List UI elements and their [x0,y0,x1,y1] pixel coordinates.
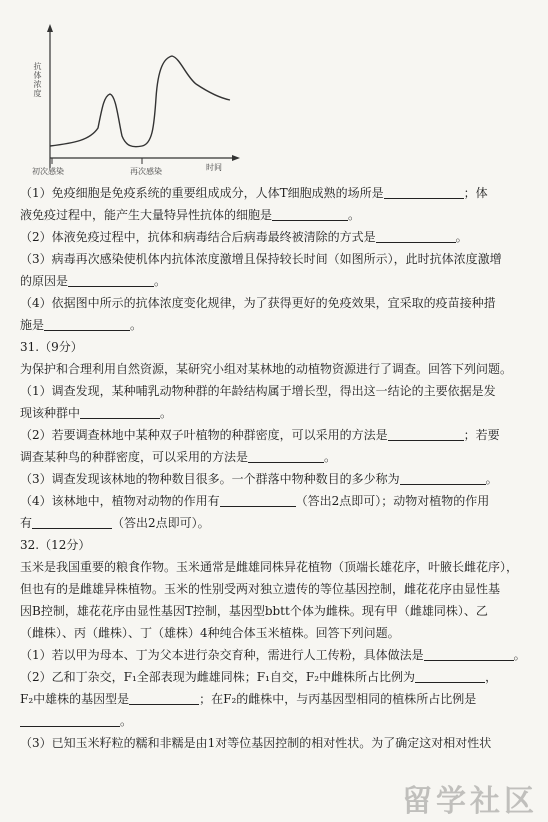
answer-blank [376,228,456,243]
q31-part2-line1: （2）若要调查林地中某种双子叶植物的种群密度，可以采用的方法是 ；若要 [20,428,500,442]
answer-blank [384,184,464,199]
q31-part2-line2: 调查某种鸟的种群密度，可以采用的方法是 。 [20,450,337,464]
answer-blank [129,690,199,705]
antibody-concentration-figure [30,18,250,178]
q30-part1-line1: （1）免疫细胞是免疫系统的重要组成成分，人体T细胞成熟的场所是 ；体 [20,186,488,200]
q32-intro-line4: （雌株）、丙（雌株）、丁（雄株）4种纯合体玉米植株。回答下列问题。 [20,626,400,640]
q32-part2-line2: F₂中雄株的基因型是 ；在F₂的雌株中，与丙基因型相同的植株所占比例是 [20,692,477,706]
q31-part1-line2: 现该种群中 。 [20,406,173,420]
answer-blank [424,646,514,661]
figure-first-infection-label: 初次感染 [32,167,64,176]
q30-part4-line1: （4）依据图中所示的抗体浓度变化规律，为了获得更好的免疫效果，宜采取的疫苗接种措 [20,296,496,310]
q32-intro-line3: 因B控制，雄花花序由显性基因T控制，基因型bbtt个体为雌株。现有甲（雌雄同株）、乙 [20,604,488,618]
figure-y-axis-label: 抗体浓度 [33,62,42,98]
answer-blank [80,404,160,419]
exam-text [20,182,532,754]
q30-part3-line2: 的原因是 。 [20,274,167,288]
answer-blank [415,668,485,683]
q32-part2-line3: 。 [20,710,532,732]
q32-intro-line1: 玉米是我国重要的粮食作物。玉米通常是雌雄同株异花植物（顶端长雄花序，叶腋长雌花序）， [20,560,519,574]
q31-part4-line1: （4）该林地中，植物对动物的作用有 （答出2点即可）；动物对植物的作用 [20,494,490,508]
answer-blank [220,492,296,507]
answer-blank [32,514,112,529]
answer-blank [388,426,464,441]
antibody-curve-graphic [30,18,250,178]
q31-part4-line2: 有 （答出2点即可）。 [20,516,210,530]
q30-part2: （2）体液免疫过程中，抗体和病毒结合后病毒最终被清除的方式是 。 [20,230,468,244]
q31-part3: （3）调查发现该林地的物种数目很多。一个群落中物种数目的多少称为 。 [20,472,498,486]
q32-part1: （1）若以甲为母本、丁为父本进行杂交育种，需进行人工传粉，具体做法是 。 [20,648,526,662]
q31-part1-line1: （1）调查发现，某种哺乳动物种群的年龄结构属于增长型，得出这一结论的主要依据是发 [20,384,496,398]
q30-part1-line2: 液免疫过程中，能产生大量特异性抗体的细胞是 。 [20,208,361,222]
watermark-logo: 留学社区 [402,784,538,819]
figure-second-infection-label: 再次感染 [130,167,162,176]
answer-blank [248,448,324,463]
answer-blank [400,470,486,485]
q31-intro: 为保护和合理利用自然资源，某研究小组对某林地的动植物资源进行了调查。回答下列问题。 [20,362,513,376]
q32-header: 32.（12分） [20,538,91,552]
q32-intro-line2: 但也有的是雌雄异株植物。玉米的性别受两对独立遗传的等位基因控制，雌花花序由显性基 [20,582,501,596]
figure-time-label: 时间 [206,163,222,172]
answer-blank [44,316,130,331]
q32-part2-line1: （2）乙和丁杂交，F₁全部表现为雌雄同株；F₁自交，F₂中雌株所占比例为 ， [20,670,498,684]
q31-header: 31.（9分） [20,340,83,354]
answer-blank [68,272,154,287]
q30-part4-line2: 施是 。 [20,318,143,332]
q32-part3-line1: （3）已知玉米籽粒的糯和非糯是由1对等位基因控制的相对性状。为了确定这对相对性状 [20,736,492,750]
answer-blank [272,206,348,221]
answer-blank [20,712,120,727]
q30-part3-line1: （3）病毒再次感染使机体内抗体浓度激增且保持较长时间（如图所示），此时抗体浓度激增 [20,252,502,266]
